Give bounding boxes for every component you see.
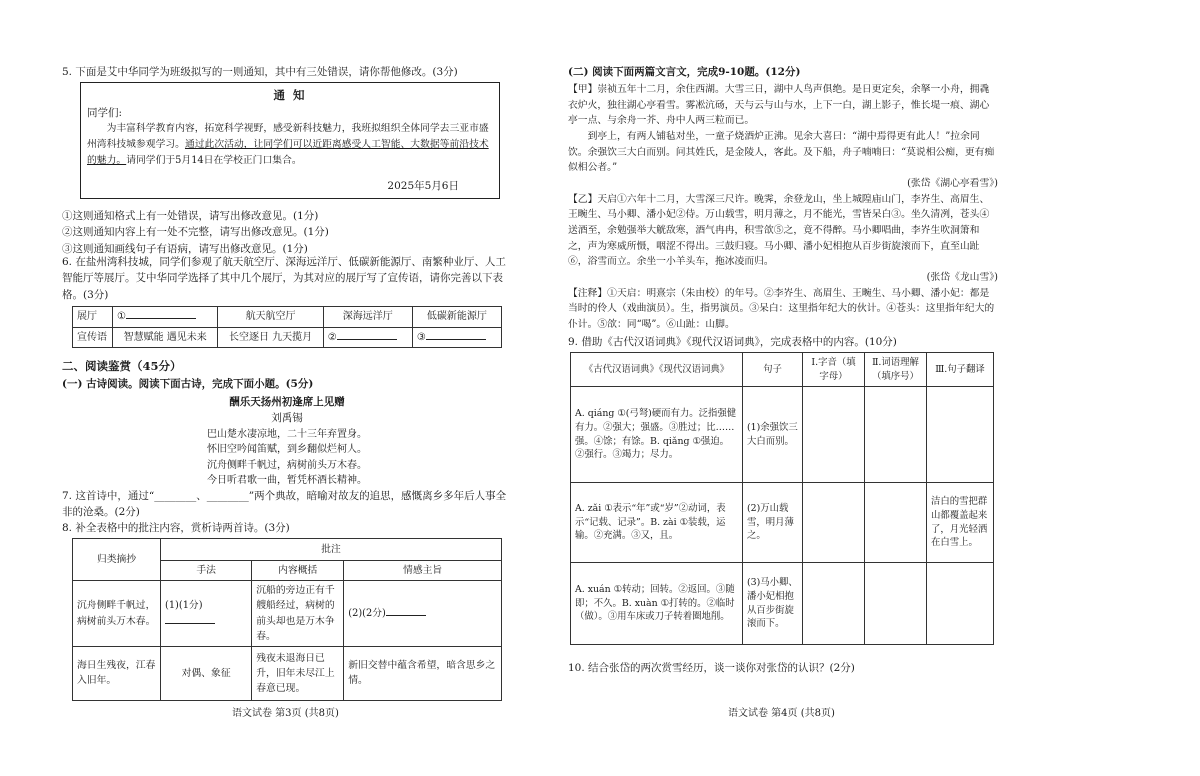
q9-col-sentence: 句子 [743, 353, 803, 387]
q5-prompt: 5. 下面是艾中华同学为班级拟写的一则通知，其中有三处错误，请你帮他修改。(3分) [62, 66, 458, 78]
q9-col-translation: Ⅲ.句子翻译 [927, 353, 994, 387]
q6-cell: 深海远洋厅 [323, 307, 412, 328]
poem-line: 今日听君歌一曲，暂凭杯酒长精神。 [207, 475, 367, 487]
q9-r1-sentence: (1)余强饮三大白而别。 [743, 387, 803, 483]
q9-r1-answer-translation[interactable] [927, 387, 994, 483]
text-notes: 【注释】①天启：明熹宗（朱由校）的年号。②李岕生、高眉生、王畹生、马小卿、潘小妃：都是当时的伶人（戏曲演员）。生，指男演员。③呆白：这里指年纪大的伙计。④苍头：这里指年纪大的仆计。⑤欱：同“喝”。⑥山趾：山脚。 [568, 287, 995, 331]
notice-underlined-sentence: 通过此次活动，让同学们可以近距离感受人工智能、大数据等前沿技术的魅力。 [87, 139, 489, 167]
question-7: 7. 这首诗中，通过“________、________”两个典故，暗喻对故友的追思，感慨离乡多年后人事全非的沧桑。(2分) [62, 490, 507, 519]
poem-line: 巴山楚水凄凉地，二十三年弃置身。 [207, 428, 367, 440]
text-yi-source: (张岱《龙山雪》) [926, 272, 998, 284]
q6-row2-label: 宣传语 [73, 327, 113, 348]
question-5 [62, 64, 512, 80]
q9-r2-answer-meaning[interactable] [865, 483, 927, 563]
q9-r1-answer-pronunciation[interactable] [803, 387, 865, 483]
text-yi: 【乙】天启①六年十二月，大雪深三尺许。晚霁，余登龙山，坐上城隍庙山门，李岕生、高眉生、王畹生、马小卿、潘小妃②侍。万山载雪，明月薄之，月不能光，雪皆呆白③。坐久清冽，苍头④送酒至，余勉强举大觥敌寒，酒气冉冉，积雪欱⑤之，竟不得醉。马小卿唱曲，李岕生吹洞箫和之，声为寒威所慑，咽涩不得出。三鼓归寝。马小卿、潘小妃相抱从百步街旋滚而下，直至山趾⑥，浴雪而立。余坐一小羊头车，拖冰凌而归。 [568, 193, 990, 268]
page-footer-left: 语文试卷 第3页 (共8页) [232, 708, 339, 719]
q5-sub3: ③这则通知画线句子有语病，请写出修改意见。(1分) [62, 242, 308, 255]
q9-col-dictionary: 《古代汉语词典》《现代汉语词典》 [571, 353, 743, 387]
question-9: 9. 借助《古代汉语词典》《现代汉语词典》，完成表格中的内容。(10分) [568, 336, 897, 348]
poem [62, 394, 512, 489]
q6-cell-blank3[interactable]: ③ [412, 327, 501, 348]
section-2-heading: 二、阅读鉴赏（45分） [62, 359, 182, 373]
classical-texts [568, 82, 998, 333]
notice-greeting: 同学们: [87, 106, 123, 119]
q6-cell: 航天航空厅 [218, 307, 323, 328]
q9-col-meaning: Ⅱ.词语理解（填序号） [865, 353, 927, 387]
q8-col-technique: 手法 [161, 561, 252, 581]
q9-r2-answer-pronunciation[interactable] [803, 483, 865, 563]
question-8: 8. 补全表格中的批注内容，赏析诗两首诗。(3分) [62, 522, 290, 534]
q8-r2-content: 残夜未退海日已升，旧年未尽江上春意已现。 [252, 646, 344, 700]
q9-r1-dictionary: A. qiáng ①(弓弩)硬而有力。泛指强健有力。②强大；强盛。③胜过；比……强。④馀；有馀。B. qiǎng ①强迫。②强行。③竭力；尽力。 [571, 387, 743, 483]
page-footer-right: 语文试卷 第4页 (共8页) [728, 708, 835, 719]
poem-line: 怀旧空吟闻笛赋，到乡翻似烂柯人。 [207, 444, 367, 456]
question-10: 10. 结合张岱的两次赏雪经历，谈一谈你对张岱的认识？(2分) [568, 662, 855, 674]
q9-r3-answer-meaning[interactable] [865, 563, 927, 645]
poem-part-heading: (一) 古诗阅读。阅读下面古诗，完成下面小题。(5分) [62, 378, 314, 390]
q9-table [570, 352, 994, 645]
q8-r1-blank2[interactable]: (2)(2分) [344, 581, 502, 647]
q6-cell: 智慧赋能 遇见未来 [113, 327, 218, 348]
notice-body-part2: 请同学们于5月14日在学校正门口集合。 [126, 155, 302, 167]
poem-line: 沉舟侧畔千帆过，病树前头万木春。 [207, 459, 367, 471]
q6-prompt: 6. 在盐州湾科技城，同学们参观了航天航空厅、深海远洋厅、低碳新能源厅、南繁种业厅、人工智能厅等展厅。艾中华同学选择了其中几个展厅，为其对应的展厅写了宣传语，请你完善以下表格。(3分) [62, 256, 506, 301]
q9-r3-dictionary: A. xuán ①转动；回转。②返回。③随即；不久。B. xuàn ①打转的。②临时（做）。③用车床或刀子转着圈地削。 [571, 563, 743, 645]
q8-r2-technique: 对偶、象征 [161, 646, 252, 700]
notice-body-part1: 为丰富科学教育内容，拓宽科学视野，感受新科技魅力，我班拟组织全体同学去三亚市盛州湾科技城参观学习。 [87, 123, 489, 151]
q5-sub1: ①这则通知格式上有一处错误，请写出修改意见。(1分) [62, 210, 319, 222]
q9-r3-answer-translation[interactable] [927, 563, 994, 645]
q9-r2-translation: 洁白的雪把群山都覆盖起来了，月光轻洒在白雪上。 [927, 483, 994, 563]
poem-title: 酬乐天扬州初逢席上见赠 [229, 396, 345, 408]
poem-author: 刘禹锡 [271, 412, 303, 425]
notice-title: 通 知 [273, 88, 307, 102]
q6-row1-label: 展厅 [73, 307, 113, 328]
q8-r2-emotion: 新旧交替中蕴含希望，暗含思乡之情。 [344, 646, 502, 700]
text-jia-source: (张岱《湖心亭看雪》) [907, 178, 998, 190]
q5-subquestions [62, 208, 512, 257]
q9-r1-answer-meaning[interactable] [865, 387, 927, 483]
question-6 [62, 254, 512, 303]
q8-table [72, 538, 502, 701]
q6-cell-blank2[interactable]: ② [323, 327, 412, 348]
q9-r3-answer-pronunciation[interactable] [803, 563, 865, 645]
q8-r1-quote: 沉舟侧畔千帆过，病树前头万木春。 [73, 581, 161, 647]
text-jia-p2: 到亭上，有两人铺毡对坐，一童子烧酒炉正沸。见余大喜曰：“湖中焉得更有此人！”拉余同饮。余强饮三大白而别。问其姓氏，是金陵人，客此。及下船，舟子喃喃曰：“莫说相公痴，更有痴似相公者。” [568, 131, 995, 174]
q8-annotation-header: 批注 [161, 539, 502, 561]
q9-r2-dictionary: A. zǎi ①表示“年”或“岁”②动词，表示“记载、记录”。B. zài ①装载，运输。②充满。③又，且。 [571, 483, 743, 563]
q6-cell: 长空逐日 九天揽月 [218, 327, 323, 348]
q6-table [72, 306, 502, 348]
notice-date: 2025年5月6日 [387, 179, 459, 192]
q6-cell-blank1[interactable]: ① [113, 307, 218, 328]
text-jia: 【甲】崇祯五年十二月，余住西湖。大雪三日，湖中人鸟声俱绝。是日更定矣，余拏一小舟，拥毳衣炉火，独往湖心亭看雪。雾凇沆砀，天与云与山与水，上下一白，湖上影子，惟长堤一痕、湖心亭一点、与余舟一芥、舟中人两三粒而已。 [568, 84, 990, 127]
q8-col-content: 内容概括 [252, 561, 344, 581]
classical-part-heading: (二) 阅读下面两篇文言文，完成9-10题。(12分) [568, 66, 801, 78]
q9-r2-sentence: (2)万山载雪，明月薄之。 [743, 483, 803, 563]
q9-col-pronunciation: Ⅰ.字音（填字母） [803, 353, 865, 387]
q9-r3-sentence: (3)马小卿、潘小妃相抱从百步街旋滚而下。 [743, 563, 803, 645]
q5-sub2: ②这则通知内容上有一处不完整，请写出修改意见。(1分) [62, 226, 329, 239]
q6-cell: 低碳新能源厅 [412, 307, 501, 328]
q8-col-emotion: 情感主旨 [344, 561, 502, 581]
notice-box [80, 82, 500, 199]
q8-r2-quote: 海日生残夜，江春入旧年。 [73, 646, 161, 700]
q8-r1-blank[interactable]: (1)(1分) [161, 581, 252, 647]
q8-r1-content: 沉船的旁边正有千艘船经过，病树的前头却也是万木争春。 [252, 581, 344, 647]
notice-body [87, 121, 493, 169]
q8-col-category: 归类摘抄 [73, 539, 161, 581]
